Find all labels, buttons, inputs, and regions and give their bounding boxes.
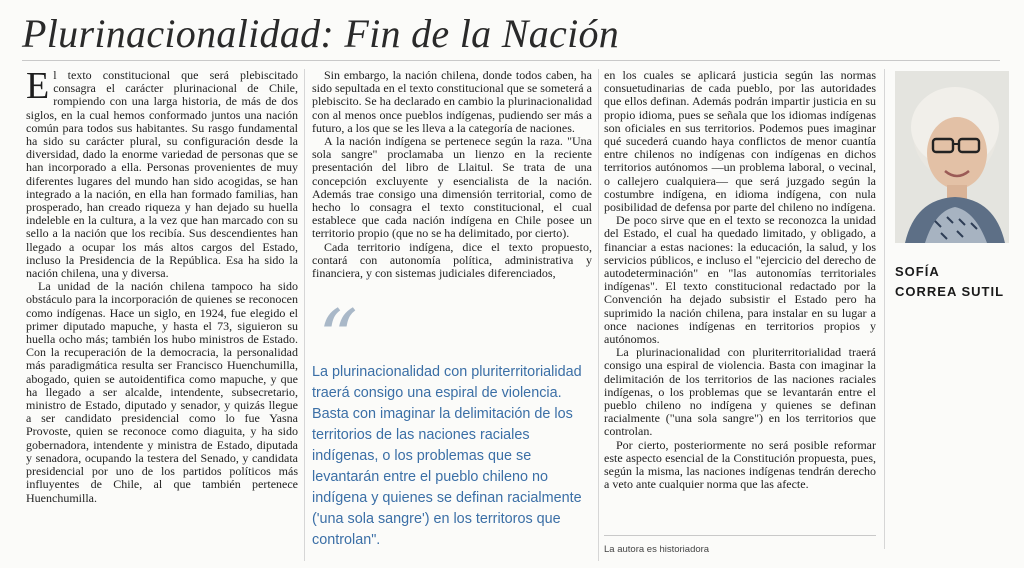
paragraph: Cada territorio indígena, dice el texto propuesto, contará con autonomía política, administrativa y financiera, y con sistemas judiciales diferenciados, — [312, 239, 592, 281]
drop-cap: E — [26, 69, 50, 107]
quote-mark-icon: “ — [318, 294, 358, 384]
paragraph: La plurinacionalidad con pluriterritorialidad traerá consigo una espiral de violencia. Basta con imaginar la delimitación de los territorios de las naciones raciales indígenas, o los problemas que se levantarán entre el pueblo chileno no indígena y quienes se definan racialmente ("una sola sangre") en los territorios que controlan. — [604, 345, 876, 439]
column-1 — [26, 69, 298, 561]
paragraph: en los cuales se aplicará justicia según las normas consuetudinarias de cada pueblo, por las autoridades que ellos definan. Además podrán impartir justicia en su propio idioma, pues se señala que los idiomas indígenas son oficiales en sus territorios. Podemos pues imaginar qué sucederá cuando haya conflictos de menor cuantía entre chilenos no indígenas con indígenas en dichos territorios autónomos —un problema laboral, o vecinal, o callejero cualquiera— que será juzgado según la costumbre indígena, en idioma indígena, con nula posibilidad de defensa por parte del chileno no indígena. — [604, 69, 876, 215]
paragraph: La unidad de la nación chilena tampoco ha sido obstáculo para la incorporación de quienes se reconocen como indígenas. Hace un siglo, en 1924, fue elegido el primer diputado mapuche, y hasta el 73, siguieron su huella ocho más; también los hubo ministros de Estado. Con la recuperación de la democracia, la personalidad más paradigmática resulta ser Francisco Huenchumilla, abogado, quien se autoidentifica como mapuche, y que ha llegado a ser alcalde, intendente, subsecretario, ministro de Estado, diputado y senador, y quizás llegue a ser candidato presidencial como lo fue Yasna Provoste, quien se reconoce como diaguita, y ha sido gobernadora, intendente y ministra de Estado, diputada y senadora, ocupando la testera del Senado, y candidata presidencial por uno de los partidos políticos más influyentes de Chile, al que también pertenece Huenchumilla. — [26, 279, 298, 505]
author-last-name: CORREA SUTIL — [895, 284, 1005, 299]
column-2 — [312, 69, 592, 319]
column-divider — [598, 69, 599, 561]
author-byline — [895, 262, 1015, 302]
column-3 — [604, 69, 876, 539]
paragraph: Sin embargo, la nación chilena, donde todos caben, ha sido sepultada en el texto constitucional que se someterá a plebiscito. Se ha declarado en cambio la plurinacionalidad con al menos once pueblos indígenas, pudiendo ser más a futuro, a los que se les lleva a la categoría de naciones. — [312, 69, 592, 135]
column-divider — [884, 69, 885, 549]
column-divider — [304, 69, 305, 561]
portrait-photo-icon — [895, 71, 1009, 243]
paragraph: A la nación indígena se pertenece según la raza. "Una sola sangre" proclamaba un lienzo en la reciente presentación del libro de Llaitul. Se trata de una concepción excluyente y esencialista de la nación. Además trae consigo una dimensión territorial, como de hecho lo consagra el texto constitucional, el cual establece que cada nación indígena en Chile posee un territorio propio (que no se ha delimitado, por cierto). — [312, 134, 592, 241]
pull-quote: La plurinacionalidad con pluriterritorialidad traerá consigo una espiral de violencia. Basta con imaginar la delimitación de los territorios de las naciones raciales indígenas, o los problemas que se levantarán entre el pueblo chileno no indígena y quienes se definan racialmente ('una sola sangre') en los territoros que controlan". — [312, 364, 582, 548]
article-headline: Plurinacionalidad: Fin de la Nación — [22, 11, 620, 56]
author-photo — [895, 71, 1009, 243]
headline-rule — [22, 60, 1000, 61]
author-note: La autora es historiadora — [604, 544, 710, 555]
paragraph-text: l texto constitucional que será plebiscitado consagra el carácter plurinacional de Chile, rompiendo con una larga historia, de más de dos siglos, en la cual hemos conformado juntos una nación común para todos sus habitantes. Su rasgo fundamental ha sido su carácter plural, su configuración desde la diversidad, dado la enorme variedad de personas que se han incorporado a ella. Personas provenientes de muy diferentes lugares del mundo han sido acogidas, se han integrado a la nación, en ella han formado familias, han prosperado, han creado riqueza y han dejado su huella indeleble en la cultura, a la vez que han marcado con su sello a la nación que los recibía. Sus descendientes han llegado a ocupar los más altos cargos del Estado, incluso la Presidencia de la República. Esa ha sido la nación chilena, una y diversa. — [26, 69, 298, 281]
footer-rule — [604, 535, 876, 536]
paragraph — [26, 69, 298, 280]
paragraph: De poco sirve que en el texto se reconozca la unidad del Estado, el cual ha quedado limitado, y obligado, a financiar a estas naciones: la educación, la salud, y los servicios públicos, e incluso el "ejercicio del derecho de autodeterminación" en "las autonomías territoriales indígenas". El texto constitucional redactado por la Convención ha dejado subsistir el Estado pero ha suprimido la nación chilena, para instalar en su lugar a once naciones indígenas en territorios propios y autónomos. — [604, 213, 876, 347]
author-first-name: SOFÍA — [895, 264, 940, 279]
paragraph: Por cierto, posteriormente no será posible reformar este aspecto esencial de la Constitución propuesta, pues, según la misma, las naciones indígenas tendrán derecho a veto ante cualquier norma que las afecte. — [604, 437, 876, 492]
